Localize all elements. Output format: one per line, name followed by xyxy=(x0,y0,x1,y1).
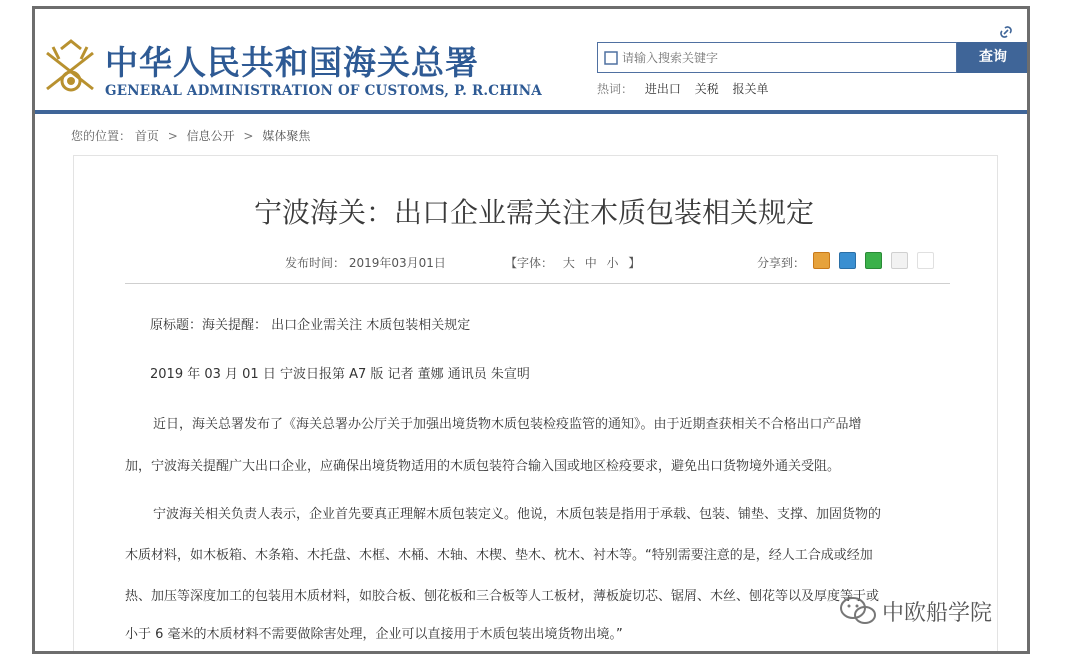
wechat-watermark xyxy=(838,590,1058,634)
paragraph-line: 加，宁波海关提醒广大出口企业，应确保出境货物适用的木质包装符合输入国或地区检疫要求，避免出口货物境外通关受阻。 xyxy=(125,459,841,474)
site-logo-cn[interactable]: 中华人民共和国海关总署 xyxy=(105,43,479,82)
paragraph-line: 木质材料，如木板箱、木条箱、木托盘、木框、木桶、木轴、木楔、垫木、枕木、衬木等。“特别需要注意的是，经人工合成或经加 xyxy=(125,548,873,563)
hot-keyword-declaration[interactable]: 报关单 xyxy=(732,82,769,96)
header-divider xyxy=(35,110,1027,114)
site-logo-en[interactable]: GENERAL ADMINISTRATION OF CUSTOMS, P. R.CHINA xyxy=(105,83,542,99)
qzone-share-icon[interactable] xyxy=(839,252,856,269)
wechat-share-icon[interactable] xyxy=(865,252,882,269)
publish-date: 2019年03月01日 xyxy=(348,256,446,270)
font-size-medium[interactable]: 中 xyxy=(584,256,597,270)
search-button[interactable]: 查询 xyxy=(957,42,1029,73)
article-title: 宁波海关：出口企业需关注木质包装相关规定 xyxy=(253,196,814,229)
paragraph-line: 热、加压等深度加工的包装用木质材料，如胶合板、刨花板和三合板等人工板材，薄板旋切芯、锯屑、木丝、刨花等以及厚度等于或 xyxy=(125,589,880,604)
publish-info xyxy=(285,254,446,271)
byline: 2019 年 03 月 01 日 宁波日报第 A7 版 记者 董娜 通讯员 朱宣明 xyxy=(150,367,530,382)
customs-emblem-icon xyxy=(39,37,99,97)
publish-label: 发布时间： xyxy=(285,256,346,270)
hot-keywords xyxy=(597,80,779,97)
wechat-icon xyxy=(838,594,878,628)
breadcrumb-info-public[interactable]: 信息公开 xyxy=(186,129,235,143)
search-icon xyxy=(604,51,618,65)
breadcrumb-separator: > xyxy=(243,129,254,143)
original-title: 原标题：海关提醒： 出口企业需关注 木质包装相关规定 xyxy=(150,318,471,333)
meta-divider xyxy=(125,283,950,284)
search-box xyxy=(597,42,957,73)
font-size-control xyxy=(502,254,643,271)
weibo-share-icon[interactable] xyxy=(813,252,830,269)
font-size-small[interactable]: 小 xyxy=(606,256,619,270)
font-size-close: 】 xyxy=(628,256,641,270)
watermark-text: 中欧船学院 xyxy=(882,601,993,626)
paragraph-line: 宁波海关相关负责人表示，企业首先要真正理解木质包装定义。他说，木质包装是指用于承载、包装、铺垫、支撑、加固货物的 xyxy=(153,507,882,522)
paragraph-line: 近日，海关总署发布了《海关总署办公厅关于加强出境货物木质包装检疫监管的通知》。由于近期查获相关不合格出口产品增 xyxy=(153,417,862,432)
browser-frame xyxy=(32,6,1030,654)
font-size-label: 【字体： xyxy=(505,256,554,270)
hot-keywords-label: 热词： xyxy=(597,82,634,96)
hot-keyword-tariff[interactable]: 关税 xyxy=(694,82,719,96)
share-icons xyxy=(813,252,934,269)
breadcrumb-home[interactable]: 首页 xyxy=(134,129,159,143)
share-label: 分享到： xyxy=(757,256,806,270)
renren-share-icon[interactable] xyxy=(891,252,908,269)
font-size-large[interactable]: 大 xyxy=(562,256,575,270)
search-input[interactable] xyxy=(622,47,952,69)
breadcrumb xyxy=(71,127,310,144)
paragraph-line: 小于 6 毫米的木质材料不需要做除害处理，企业可以直接用于木质包装出境货物出境。” xyxy=(125,627,623,642)
pdf-share-icon[interactable] xyxy=(917,252,934,269)
site-header xyxy=(35,9,1027,109)
breadcrumb-prefix: 您的位置： xyxy=(71,129,132,143)
breadcrumb-media-focus[interactable]: 媒体聚焦 xyxy=(262,129,311,143)
breadcrumb-separator: > xyxy=(167,129,178,143)
link-icon[interactable] xyxy=(997,23,1015,41)
hot-keyword-import-export[interactable]: 进出口 xyxy=(644,82,681,96)
